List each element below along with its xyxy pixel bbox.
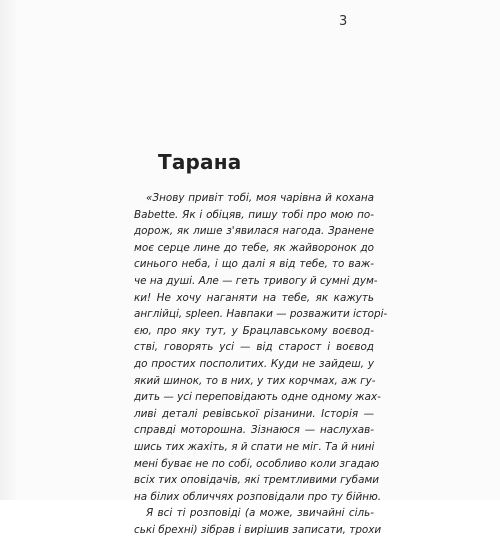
- text-line: моє серце лине до тебе, як жайворонок до: [134, 241, 374, 254]
- text-line: на білих обличчях розповідали про ту бійню.: [134, 490, 382, 503]
- text-line: ки! Не хочу наганяти на тебе, як кажуть: [134, 291, 374, 304]
- text-line: синього неба, і що далі я від тебе, то важ-: [134, 258, 374, 271]
- text-line: шись тих жахіть, я й спати не міг. Та й нині: [134, 440, 375, 453]
- text-line: ські брехні) зібрав і вирішив записати, трохи: [134, 523, 382, 536]
- chapter-title: Тарана: [158, 150, 242, 174]
- text-line: Я всі ті розповіді (а може, звичайні сіль-: [146, 507, 374, 520]
- text-line: Babette. Як і обіцяв, пишу тобі про мою по-: [134, 208, 374, 221]
- body-text: [134, 190, 388, 538]
- text-line: дорож, як лише з'явилася нагода. Зранене: [134, 225, 374, 238]
- text-line: «Знову привіт тобі, моя чарівна й кохана: [146, 192, 374, 204]
- text-line: ливі деталі ревівської різанини. Історія —: [134, 407, 374, 420]
- text-line: справді моторошна. Зізнаюся — наслухав-: [134, 424, 374, 437]
- text-line: який шинок, то в них, у тих корчмах, аж гу-: [134, 374, 376, 387]
- text-line: стві, говорять усі — від старост і воєвод: [134, 341, 374, 354]
- text-line: всіх тих оповідачів, які тремтливими губами: [134, 474, 380, 487]
- text-line: до простих посполитих. Куди не зайдеш, у: [134, 357, 374, 370]
- text-line: єю, про яку тут, у Брацлавському воєвод-: [134, 324, 374, 337]
- page-number: 3: [339, 14, 348, 29]
- page-edge-shadow: [0, 0, 18, 500]
- text-line: мені буває не по собі, особливо коли згадаю: [134, 457, 380, 470]
- text-line: англійці, spleen. Навпаки — розважити історі-: [134, 308, 388, 321]
- text-line: че на душі. Але — геть тривогу й сумні дум-: [134, 274, 378, 287]
- text-line: дить — усі переповідають одне одному жах-: [134, 391, 381, 404]
